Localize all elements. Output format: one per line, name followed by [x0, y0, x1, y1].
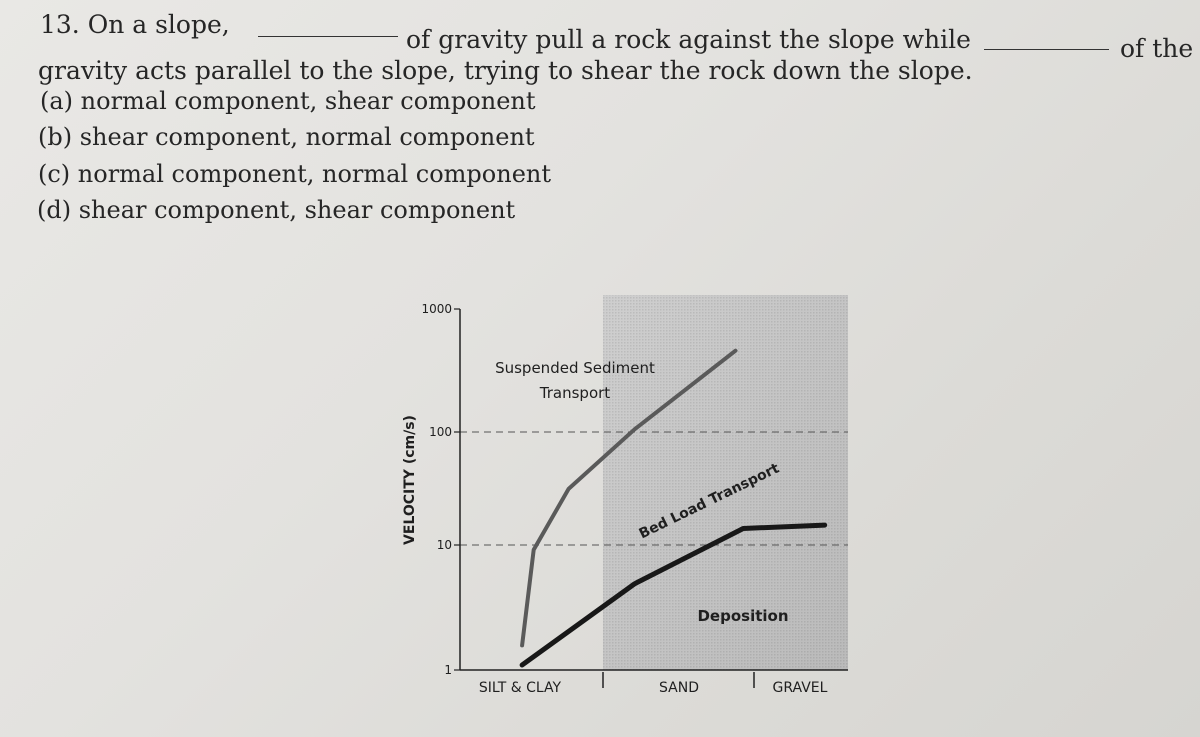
deposition-label: Deposition [697, 607, 789, 625]
option-b: (b) shear component, normal component [38, 123, 535, 151]
y-tick-label-100: 100 [429, 425, 452, 439]
suspended-label-line2: Transport [539, 384, 611, 402]
bedload-label: Bed Load Transport [636, 460, 782, 543]
suspended-label-line1: Suspended Sediment [495, 359, 655, 377]
question-line-1c: of the [1120, 34, 1194, 63]
y-axis-label: VELOCITY (cm/s) [402, 415, 418, 545]
x-label-silt-clay: SILT & CLAY [478, 680, 562, 696]
option-c: (c) normal component, normal component [38, 160, 551, 188]
y-tick-label-1: 1 [444, 663, 452, 677]
option-d: (d) shear component, shear component [37, 196, 516, 224]
question-line-1a: 13. On a slope, [40, 10, 230, 39]
question-line-1b: of gravity pull a rock against the slope while [406, 25, 971, 54]
y-tick-label-10: 10 [436, 538, 452, 552]
question-line-2: gravity acts parallel to the slope, trying to shear the rock down the slope. [38, 56, 973, 85]
x-label-gravel: GRAVEL [772, 680, 828, 696]
option-a: (a) normal component, shear component [40, 87, 536, 115]
x-label-sand: SAND [659, 680, 699, 696]
y-tick-label-1000: 1000 [421, 302, 452, 316]
